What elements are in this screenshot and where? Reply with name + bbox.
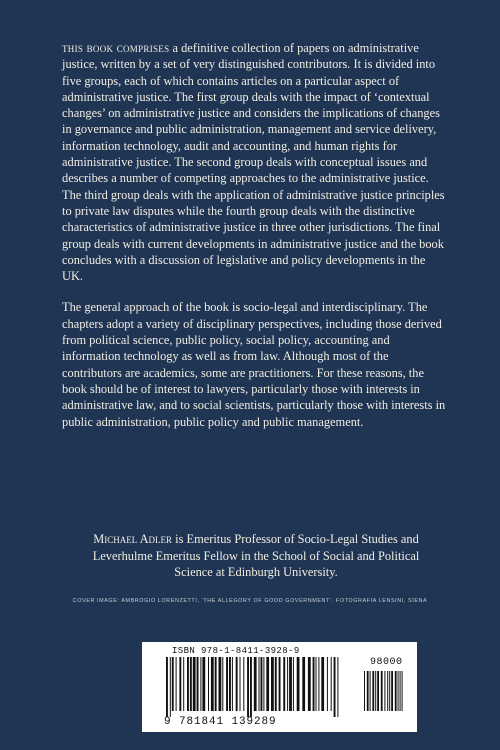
isbn-label: ISBN 978-1-8411-3928-9 (172, 646, 300, 656)
cover-image-credit: COVER IMAGE: AMBROGIO LORENZETTI, ‘THE ALLEGORY OF GOOD GOVERNMENT’. FOTOGRAFIA LENSINI, SIENA (72, 598, 428, 604)
price-code: 98000 (370, 657, 403, 668)
author-bio (78, 531, 434, 581)
author-bio-text: is Emeritus Professor of Socio-Legal Studies and Leverhulme Emeritus Fellow in the School of Social and Political Science at Edinburgh University. (92, 532, 420, 580)
blurb-paragraph-1 (62, 40, 446, 284)
blurb-lead-in: this book comprises (62, 41, 170, 55)
price-addon-barcode-bars (364, 671, 412, 717)
blurb-paragraph-2: The general approach of the book is socio-legal and interdisciplinary. The chapters adopt a variety of disciplinary perspectives, including those derived from political science, public policy, social policy, accounting and information technology as well as from law. Although most of the contributors are academics, some are practitioners. For these reasons, the book should be of interest to lawyers, particularly those with interests in administrative law, and to social scientists, particularly those with interests in public administration, public policy and public management. (62, 300, 446, 429)
barcode-digits: 9 781841 139289 (164, 716, 277, 728)
blurb-paragraph-1-text: a definitive collection of papers on administrative justice, written by a set of very distinguished contributors. It is divided into five groups, each of which contains articles on a particular aspect of administrative justice. The first group deals with the impact of ‘contextual changes’ on administrative justice and considers the implications of changes in governance and public administration, management and service delivery, information technology, audit and accounting, and human rights for administrative justice. The second group deals with conceptual issues and describes a number of competing approaches to the administrative justice. The third group deals with the application of administrative justice principles to private law disputes while the fourth group deals with the distinctive characteristics of administrative justice in three other jurisdictions. The final group deals with current developments in administrative justice and the book concludes with a discussion of legislative and policy developments in the UK. (62, 41, 445, 284)
author-name: Michael Adler (93, 532, 173, 546)
back-cover-blurb (62, 40, 446, 445)
ean13-barcode-bars (166, 657, 356, 717)
isbn-barcode (142, 642, 417, 732)
